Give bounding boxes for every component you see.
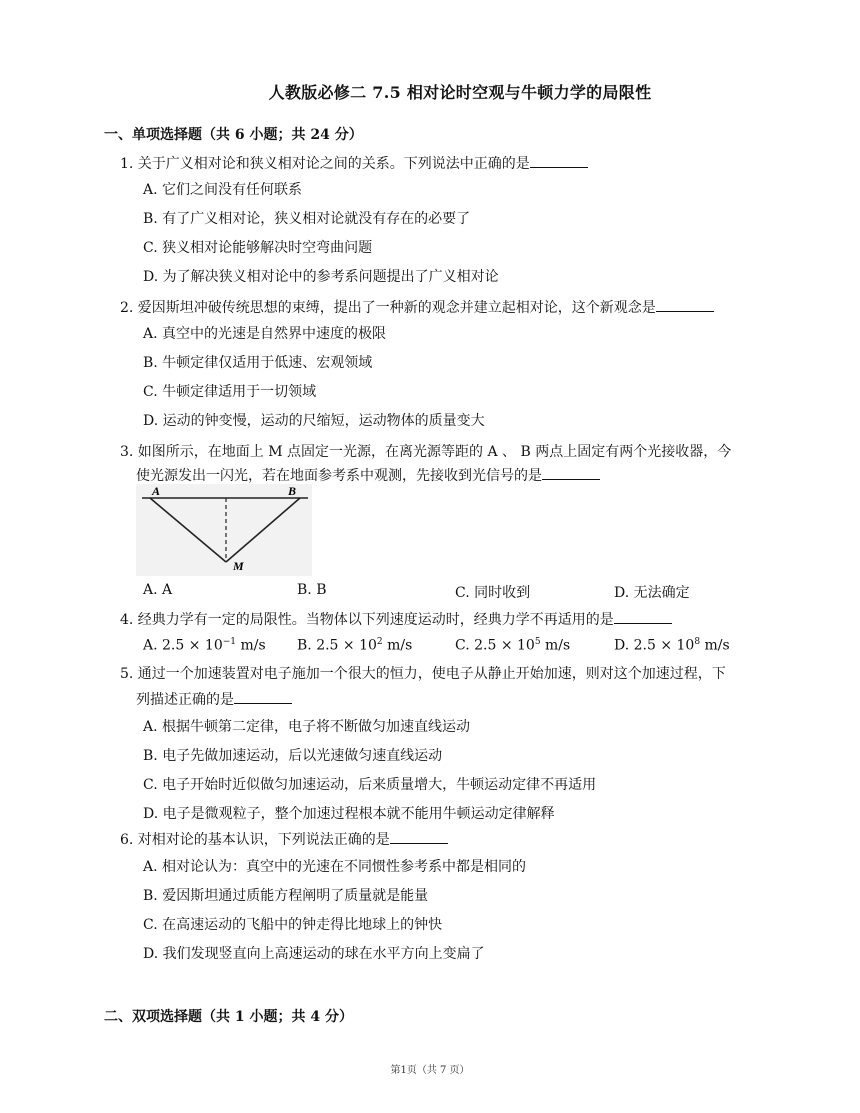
question-5-option-d[interactable]: D. 电子是微观粒子，整个加速过程根本就不能用牛顿运动定律解释 xyxy=(143,806,555,822)
question-3-option-d[interactable]: D. 无法确定 xyxy=(614,585,690,601)
answer-blank[interactable] xyxy=(656,297,714,312)
question-5-option-b[interactable]: B. 电子先做加速运动，后以光速做匀速直线运动 xyxy=(143,748,443,764)
question-3-option-b[interactable]: B. B xyxy=(297,582,327,598)
question-1-option-b[interactable]: B. 有了广义相对论，狭义相对论就没有存在的必要了 xyxy=(143,211,471,227)
question-4-option-b[interactable]: B. $2.5 \times 10^2$ m/s xyxy=(297,637,413,654)
question-5-stem: 5. 通过一个加速装置对电子施加一个很大的恒力，使电子从静止开始加速，则对这个加速过程，下 xyxy=(120,666,726,682)
question-2-option-d[interactable]: D. 运动的钟变慢，运动的尺缩短，运动物体的质量变大 xyxy=(143,413,485,429)
question-6-stem: 6. 对相对论的基本认识，下列说法正确的是 xyxy=(120,826,770,854)
question-5-option-a[interactable]: A. 根据牛顿第二定律，电子将不断做匀加速直线运动 xyxy=(143,719,471,735)
label-m: M xyxy=(233,559,244,573)
section-heading-double-choice: 二、双项选择题（共 1 小题；共 4 分） xyxy=(104,1009,353,1025)
question-2-stem: 2. 爱因斯坦冲破传统思想的束缚，提出了一种新的观念并建立起相对论，这个新观念是 xyxy=(120,294,770,322)
question-4-stem: 4. 经典力学有一定的局限性。当物体以下列速度运动时，经典力学不再适用的是 xyxy=(120,606,770,634)
question-3-option-c[interactable]: C. 同时收到 xyxy=(455,585,531,601)
answer-blank[interactable] xyxy=(234,689,292,704)
question-2-option-a[interactable]: A. 真空中的光速是自然界中速度的极限 xyxy=(143,326,387,342)
section-heading-single-choice: 一、单项选择题（共 6 小题；共 24 分） xyxy=(104,127,363,143)
page-title: 人教版必修二 7.5 相对论时空观与牛顿力学的局限性 xyxy=(268,83,652,102)
question-6-option-d[interactable]: D. 我们发现竖直向上高速运动的球在水平方向上变扁了 xyxy=(143,946,485,962)
question-6-option-a[interactable]: A. 相对论认为：真空中的光速在不同惯性参考系中都是相同的 xyxy=(143,859,527,875)
question-1-option-d[interactable]: D. 为了解决狭义相对论中的参考系问题提出了广义相对论 xyxy=(143,269,499,285)
light-source-diagram xyxy=(136,484,312,576)
question-1-stem: 1. 关于广义相对论和狭义相对论之间的关系。下列说法中正确的是 xyxy=(120,150,770,178)
question-3-figure xyxy=(136,484,312,576)
answer-blank[interactable] xyxy=(614,609,672,624)
label-a: A xyxy=(152,484,161,498)
question-6-option-b[interactable]: B. 爱因斯坦通过质能方程阐明了质量就是能量 xyxy=(143,888,429,904)
question-2-option-c[interactable]: C. 牛顿定律适用于一切领域 xyxy=(143,384,317,400)
question-3-stem-continued: 使光源发出一闪光，若在地面参考系中观测，先接收到光信号的是 xyxy=(136,462,786,490)
answer-blank[interactable] xyxy=(542,465,600,480)
question-4-option-c[interactable]: C. $2.5 \times 10^5$ m/s xyxy=(455,637,571,654)
question-6-option-c[interactable]: C. 在高速运动的飞船中的钟走得比地球上的钟快 xyxy=(143,917,443,933)
answer-blank[interactable] xyxy=(390,829,448,844)
question-3-option-a[interactable]: A. A xyxy=(143,582,173,598)
question-4-option-d[interactable]: D. $2.5 \times 10^8$ m/s xyxy=(614,637,730,654)
answer-blank[interactable] xyxy=(530,153,588,168)
path-b-to-m xyxy=(226,498,300,562)
question-5-option-c[interactable]: C. 电子开始时近似做匀加速运动，后来质量增大，牛顿运动定律不再适用 xyxy=(143,777,597,793)
question-1-option-a[interactable]: A. 它们之间没有任何联系 xyxy=(143,182,303,198)
path-a-to-m xyxy=(150,498,226,562)
question-3-stem: 3. 如图所示，在地面上 M 点固定一光源，在离光源等距的 A 、 B 两点上固定有两个光接收器，今 xyxy=(120,444,732,460)
page-footer: 第1页（共 7 页） xyxy=(390,1065,470,1076)
label-b: B xyxy=(288,484,297,498)
question-5-stem-continued: 列描述正确的是 xyxy=(136,686,786,714)
question-2-option-b[interactable]: B. 牛顿定律仅适用于低速、宏观领域 xyxy=(143,355,373,371)
question-1-option-c[interactable]: C. 狭义相对论能够解决时空弯曲问题 xyxy=(143,240,373,256)
question-4-option-a[interactable]: A. $2.5 \times 10^{-1}$ m/s xyxy=(143,637,266,654)
